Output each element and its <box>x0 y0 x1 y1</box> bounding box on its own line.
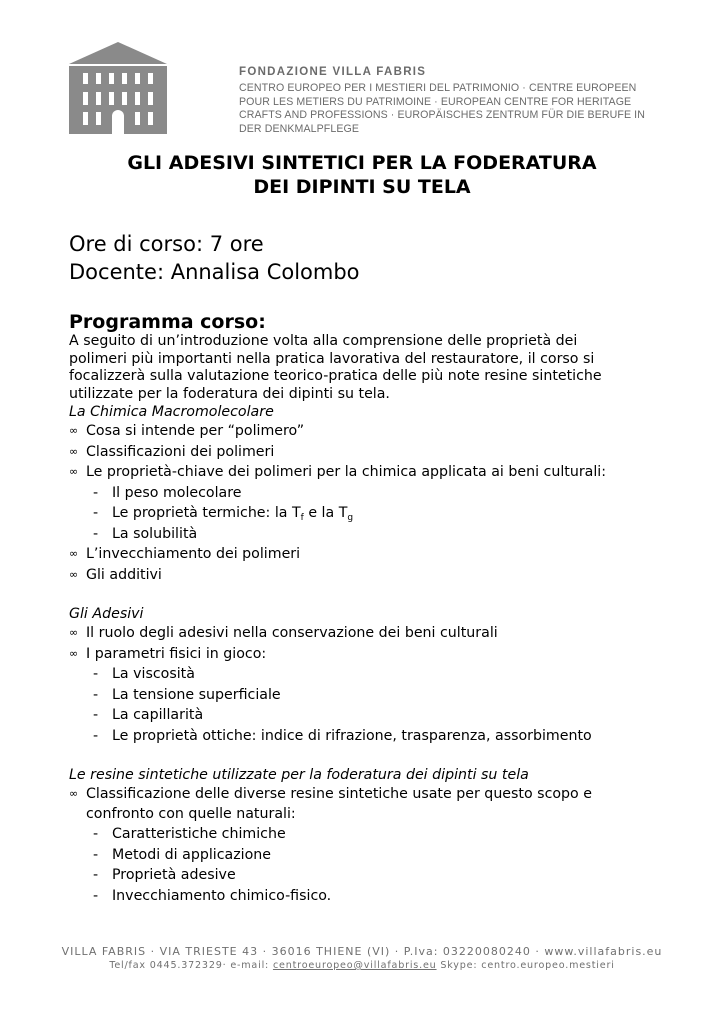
course-teacher: Docente: Annalisa Colombo <box>69 260 360 284</box>
sub-list-item: - La viscosità <box>69 664 669 685</box>
title-line-1: GLI ADESIVI SINTETICI PER LA FODERATURA <box>127 152 597 174</box>
org-description <box>239 82 669 136</box>
list-item: ∞ Classificazione delle diverse resine sintetiche usate per questo scopo e confronto con quelle naturali: <box>69 786 592 822</box>
organization-header <box>239 66 669 136</box>
sub-list-item: - Le proprietà ottiche: indice di rifrazione, trasparenza, assorbimento <box>69 726 669 747</box>
list-item: ∞ Le proprietà-chiave dei polimeri per la chimica applicata ai beni culturali: <box>69 462 669 483</box>
section-title-adesivi: Gli Adesivi <box>69 606 144 622</box>
infinity-bullet-icon: ∞ <box>69 646 79 660</box>
intro-line: utilizzate per la foderatura dei dipinti su tela. <box>69 385 390 402</box>
list-item: ∞ I parametri fisici in gioco: <box>69 644 669 665</box>
section-title-chimica: La Chimica Macromolecolare <box>69 404 274 420</box>
sub-list-item: - Caratteristiche chimiche <box>69 824 669 845</box>
infinity-bullet-icon: ∞ <box>69 465 79 478</box>
dash-bullet-icon: - <box>93 666 99 682</box>
infinity-bullet-icon: ∞ <box>69 567 79 581</box>
program-heading: Programma corso: <box>69 311 266 333</box>
dash-bullet-icon: - <box>93 887 99 904</box>
dash-bullet-icon: - <box>93 826 99 842</box>
logo-roof <box>69 42 167 64</box>
dash-bullet-icon: - <box>93 505 99 521</box>
footer-address: VILLA FABRIS · VIA TRIESTE 43 · 36016 THIENE (VI) · P.Iva: 03220080240 · www.villafabris.eu <box>61 945 663 958</box>
dash-bullet-icon: - <box>93 484 99 501</box>
infinity-bullet-icon: ∞ <box>69 444 79 458</box>
section-title-resine: Le resine sintetiche utilizzate per la foderatura dei dipinti su tela <box>69 767 529 783</box>
list-item: ∞ Classificazioni dei polimeri <box>69 442 669 463</box>
sub-list-item: - Le proprietà termiche: la $T_f$ e la $T_g$ <box>93 505 354 523</box>
dash-bullet-icon: - <box>93 846 99 863</box>
course-info <box>69 230 360 286</box>
org-desc-line: CRAFTS AND PROFESSIONS · EUROPÄISCHES ZENTRUM FÜR DIE BERUFE IN <box>239 109 645 121</box>
intro-line: focalizzerà sulla valutazione teorico-pratica delle più note resine sintetiche <box>69 368 602 384</box>
program-body <box>69 403 669 906</box>
sub-list-item: - Metodi di applicazione <box>69 845 669 866</box>
list-item: ∞ L’invecchiamento dei polimeri <box>69 544 669 565</box>
intro-line: A seguito di un’introduzione volta alla comprensione delle proprietà dei <box>69 333 578 349</box>
org-desc-line: CENTRO EUROPEO PER I MESTIERI DEL PATRIMONIO · CENTRE EUROPEEN <box>239 82 637 94</box>
dash-bullet-icon: - <box>93 686 99 703</box>
sub-list-item: - La solubilità <box>69 524 669 545</box>
list-item: ∞ Cosa si intende per “polimero” <box>69 421 669 442</box>
program-intro <box>69 333 669 403</box>
org-desc-line: POUR LES METIERS DU PATRIMOINE · EUROPEAN CENTRE FOR HERITAGE <box>239 95 632 108</box>
sub-list-item: - La capillarità <box>69 705 669 726</box>
sub-list-item: - Il peso molecolare <box>69 483 669 504</box>
sub-list-item: - Proprietà adesive <box>69 865 669 886</box>
email-link[interactable]: centroeuropeo@villafabris.eu <box>272 960 437 971</box>
org-desc-line: DER DENKMALPFLEGE <box>239 122 360 135</box>
infinity-bullet-icon: ∞ <box>69 424 79 437</box>
intro-line: polimeri più importanti nella pratica lavorativa del restauratore, il corso si <box>69 350 595 367</box>
title-line-2: DEI DIPINTI SU TELA <box>253 176 471 198</box>
infinity-bullet-icon: ∞ <box>69 626 79 639</box>
dash-bullet-icon: - <box>93 707 99 723</box>
list-item: ∞ Gli additivi <box>69 565 669 586</box>
infinity-bullet-icon: ∞ <box>69 547 79 560</box>
sub-list-item: - La tensione superficiale <box>69 685 669 706</box>
dash-bullet-icon: - <box>93 867 99 883</box>
org-name: FONDAZIONE VILLA FABRIS <box>239 66 427 78</box>
infinity-bullet-icon: ∞ <box>69 787 79 800</box>
course-hours: Ore di corso: 7 ore <box>69 232 264 256</box>
dash-bullet-icon: - <box>93 727 99 744</box>
list-item: ∞ Il ruolo degli adesivi nella conservazione dei beni culturali <box>69 623 669 644</box>
dash-bullet-icon: - <box>93 525 99 542</box>
footer-contacts: Tel/fax 0445.372329· e-mail: centroeuropeo@villafabris.eu Skype: centro.europeo.mestieri <box>109 960 615 971</box>
document-title <box>60 151 664 199</box>
sub-list-item: - Invecchiamento chimico-fisico. <box>69 886 669 907</box>
villa-fabris-logo <box>69 40 167 134</box>
page-footer <box>0 945 724 971</box>
